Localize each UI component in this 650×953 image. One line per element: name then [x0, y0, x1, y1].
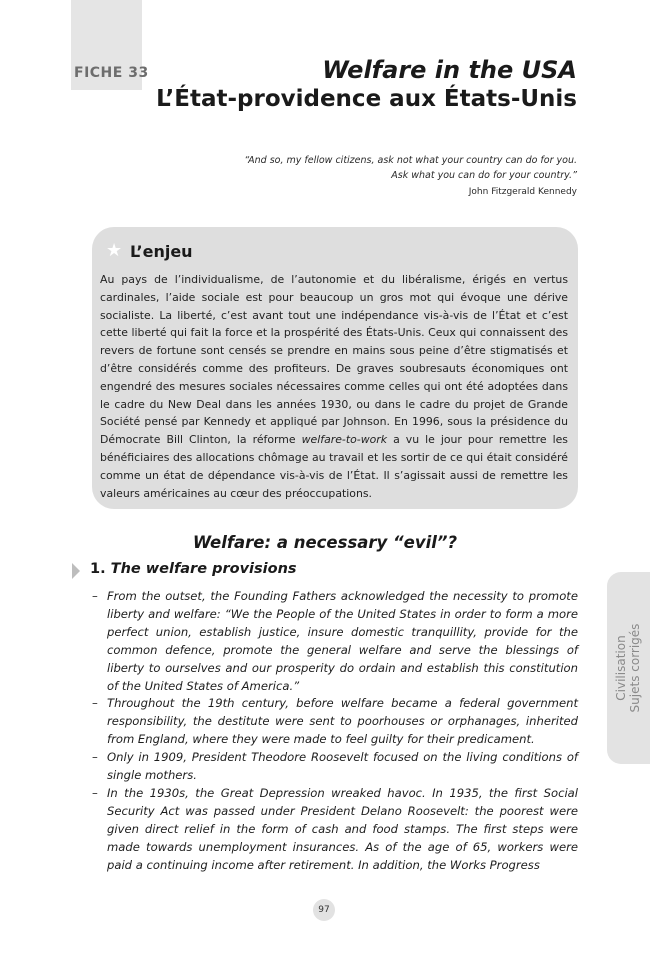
list-item-text: From the outset, the Founding Fathers acknowledged the necessity to promote liberty and welfare: “We the People of the United States in order to form a more perfect union, establish justice, insure domestic tranquillity, provide for the common defence, promote the general welfare and serve the blessings of liberty to ourselves and our prosperity do ordain and establish this constitution of the United States of America.” [107, 589, 578, 693]
page-number: 97 [313, 899, 335, 921]
side-tab-line-2: Sujets corrigés [628, 623, 642, 713]
subsection-label: The welfare provisions [110, 561, 297, 577]
dash-marker: – [92, 589, 98, 603]
dash-marker: – [92, 785, 98, 800]
bullet-list [92, 588, 578, 875]
enjeu-title: L’enjeu [130, 242, 193, 261]
dash-marker: – [92, 750, 98, 765]
list-item [92, 785, 578, 875]
page-title-french: L’État-providence aux États-Unis [156, 86, 577, 112]
section-title: Welfare: a necessary “evil”? [192, 533, 458, 552]
quote-author: John Fitzgerald Kennedy [468, 187, 577, 197]
dash-marker: – [92, 696, 98, 711]
enjeu-text [100, 271, 568, 502]
list-item-text: Only in 1909, President Theodore Roosevelt focused on the living conditions of single mothers. [107, 750, 578, 783]
page-title-english: Welfare in the USA [322, 56, 577, 84]
list-item-text: Throughout the 19th century, before welfare became a federal government responsibility, the destitute were sent to poorhouses or orphanages, inherited from England, where they were made to feel guilty for their predicament. [107, 696, 578, 747]
enjeu-text-emphasis: welfare-to-work [301, 433, 388, 447]
list-item [92, 749, 578, 785]
list-item [92, 695, 578, 749]
epigraph-quote [244, 153, 577, 183]
star-icon: ★ [106, 240, 123, 261]
subsection-number: 1. [90, 561, 106, 577]
subsection-title [90, 561, 297, 577]
quote-line-2: Ask what you can do for your country.” [391, 170, 577, 181]
quote-line-1: “And so, my fellow citizens, ask not what your country can do for you. [244, 155, 577, 166]
enjeu-text-part-1: Au pays de l’individualisme, de l’autonomie et du libéralisme, érigés en vertus cardinales, l’aide sociale est pour beaucoup un gros mot qui évoque une dérive socialiste. La liberté, c’est avant tout une indépendance vis-à-vis de l’État et c’est cette liberté qui fait la force et la prospérité des États-Unis. Ceux qui connaissent des revers de fortune sont censés se prendre en mains sous peine d’être stigmatisés et d’être considérés comme des profiteurs. De graves soubresauts économiques ont engendré des mesures sociales nécessaires comme celles qui ont été adoptées dans le cadre du New Deal dans les années 1930, ou dans le cadre du projet de Grande Société pensé par Kennedy et appliqué par Johnson. En 1996, sous la présidence du Démocrate Bill Clinton, la réforme [100, 273, 568, 447]
side-tab-label [614, 624, 642, 713]
enjeu-text-part-2: a vu le jour pour remettre les bénéficiaires des allocations chômage au travail et les sortir de ce qui était considéré comme un état de dépendance vis-à-vis de l’État. Il s’agissait aussi de remettre les valeurs américaines au cœur des préoccupations. [100, 433, 568, 500]
side-tab-line-1: Civilisation [614, 635, 628, 701]
fiche-label: FICHE 33 [74, 65, 149, 81]
list-item [92, 588, 578, 695]
list-item-text: In the 1930s, the Great Depression wreaked havoc. In 1935, the first Social Security Act was passed under President Delano Roosevelt: the poorest were given direct relief in the form of cash and food stamps. The first steps were made towards unemployment insurances. As of the age of 65, workers were paid a continuing income after retirement. In addition, the Works Progress [107, 785, 578, 872]
arrow-right-icon [72, 563, 80, 579]
